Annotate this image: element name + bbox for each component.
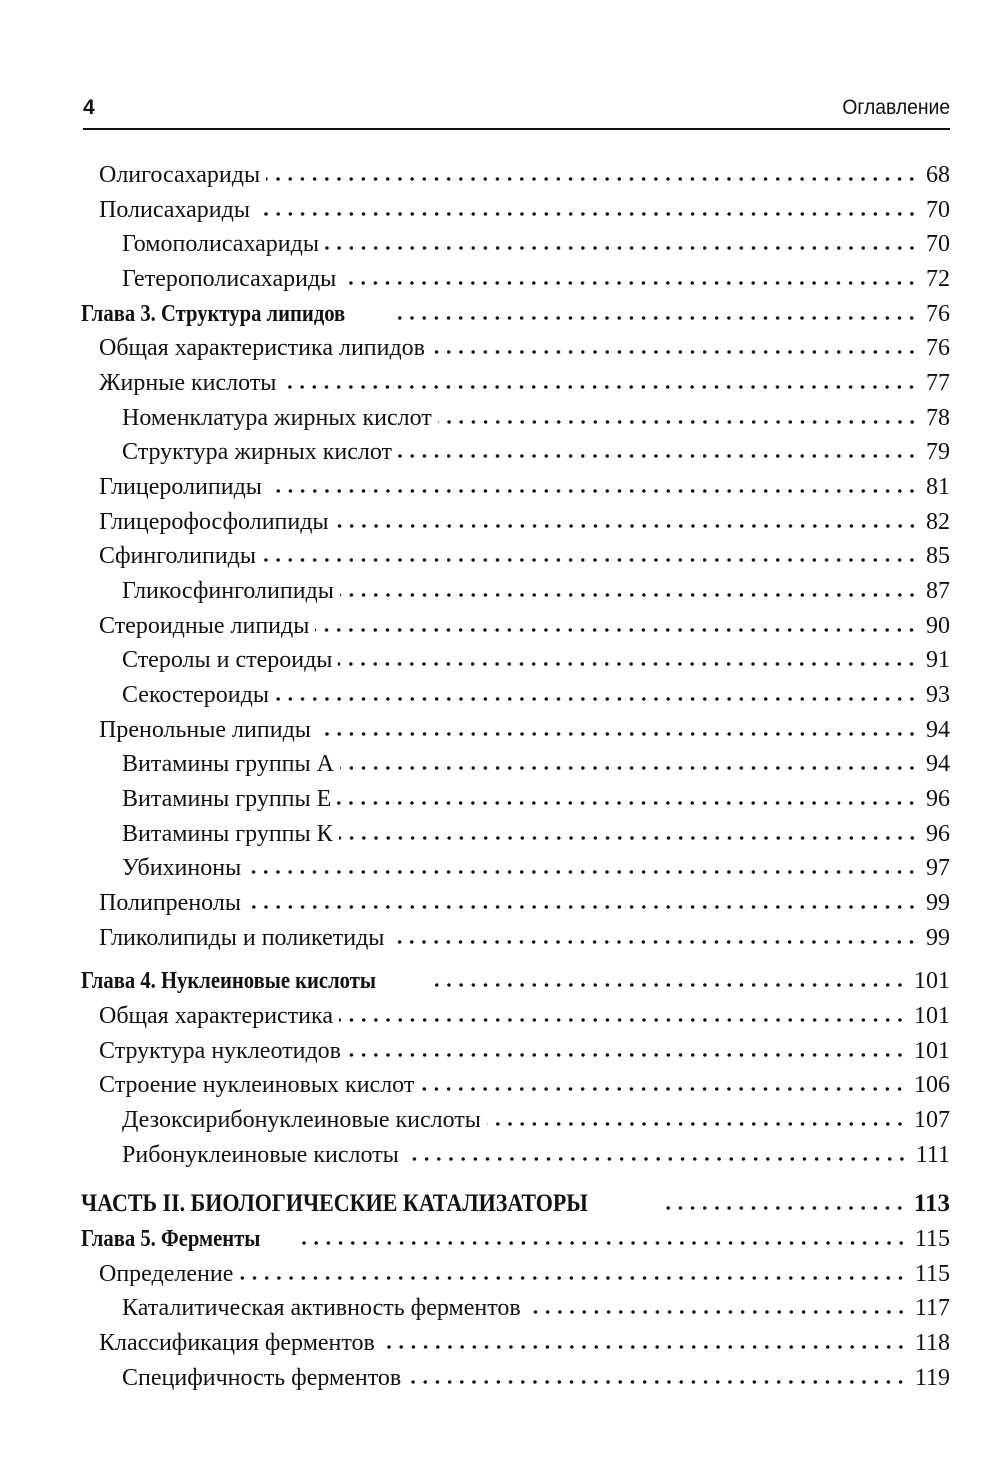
toc-entry-title: Рибонуклеиновые кислоты (122, 1142, 399, 1168)
toc-entry[interactable] (99, 541, 950, 571)
toc-entry[interactable] (122, 229, 950, 259)
toc-entry[interactable] (99, 472, 950, 502)
toc-entry-page: 99 (926, 890, 950, 916)
toc-entry-title: Глицерофосфолипиды (99, 509, 329, 535)
dot-leader (405, 1157, 908, 1161)
toc-entry[interactable] (122, 576, 950, 606)
toc-entry-title: ЧАСТЬ II. БИОЛОГИЧЕСКИЕ КАТАЛИЗАТОРЫ (81, 1190, 588, 1217)
toc-chapter-heading[interactable] (81, 966, 950, 996)
toc-entry[interactable] (122, 403, 950, 433)
toc-entry-page: 119 (914, 1365, 950, 1391)
dot-leader (398, 454, 918, 458)
toc-entry-title: Стероидные липиды (99, 613, 310, 639)
toc-entry[interactable] (122, 1363, 950, 1393)
toc-entry[interactable] (122, 680, 950, 710)
toc-entry-page: 111 (915, 1142, 950, 1168)
toc-entry[interactable] (122, 784, 950, 814)
dot-leader (527, 1310, 907, 1314)
toc-entry-title: Определение (99, 1261, 234, 1287)
dot-leader (296, 1241, 907, 1245)
dot-leader (430, 983, 906, 987)
toc-part-heading[interactable] (81, 1189, 950, 1219)
toc-entry-title: Секостероиды (122, 682, 269, 708)
dot-leader (315, 628, 918, 632)
dot-leader (339, 836, 918, 840)
toc-chapter-heading[interactable] (81, 1224, 950, 1254)
toc-entry[interactable] (99, 195, 950, 225)
toc-entry[interactable] (99, 1036, 950, 1066)
toc-entry[interactable] (122, 437, 950, 467)
toc-entry-page: 115 (914, 1226, 950, 1252)
toc-entry-page: 96 (926, 821, 950, 847)
dot-leader (247, 905, 918, 909)
toc-entry[interactable] (122, 1293, 950, 1323)
toc-entry-page: 68 (926, 162, 950, 188)
toc-entry[interactable] (122, 264, 950, 294)
toc-entry-page: 96 (926, 786, 950, 812)
toc-entry-page: 70 (926, 197, 950, 223)
toc-entry-page: 77 (926, 370, 950, 396)
toc-entry-title: Специфичность ферментов (122, 1365, 402, 1391)
toc-entry[interactable] (99, 368, 950, 398)
toc-entry-title: Убихиноны (122, 855, 242, 881)
toc-entry-title: Витамины группы Е (122, 786, 332, 812)
dot-leader (266, 177, 918, 181)
dot-leader (335, 524, 918, 528)
toc-entry[interactable] (99, 1001, 950, 1031)
dot-leader (431, 350, 918, 354)
toc-entry-page: 81 (926, 474, 950, 500)
dot-leader (256, 212, 918, 216)
toc-entry[interactable] (122, 1140, 950, 1170)
dot-leader (381, 1345, 907, 1349)
dot-leader (340, 593, 918, 597)
toc-entry-page: 101 (914, 1003, 950, 1029)
running-title: Оглавление (842, 96, 950, 119)
dot-leader (487, 1122, 906, 1126)
toc-entry-page: 97 (926, 855, 950, 881)
toc-entry-page: 82 (926, 509, 950, 535)
toc-entry-title: Витамины группы К (122, 821, 333, 847)
toc-entry-page: 76 (926, 301, 950, 327)
toc-entry[interactable] (99, 507, 950, 537)
dot-leader (420, 1087, 906, 1091)
dot-leader (282, 385, 918, 389)
toc-entry-page: 94 (926, 751, 950, 777)
dot-leader (663, 1206, 906, 1210)
toc-entry-title: Гликолипиды и поликетиды (99, 925, 385, 951)
toc-entry[interactable] (99, 160, 950, 190)
toc-entry-page: 78 (926, 405, 950, 431)
toc-entry-title: Витамины группы А (122, 751, 334, 777)
toc-entry[interactable] (122, 1105, 950, 1135)
dot-leader (325, 246, 918, 250)
toc-entry-page: 79 (926, 439, 950, 465)
toc-entry-title: Общая характеристика (99, 1003, 333, 1029)
toc-entry-title: Стеролы и стероиды (122, 647, 333, 673)
page-number: 4 (83, 96, 95, 119)
toc-chapter-heading[interactable] (81, 299, 950, 329)
dot-leader (317, 732, 918, 736)
dot-leader (394, 316, 918, 320)
toc-entry[interactable] (99, 1328, 950, 1358)
toc-entry[interactable] (99, 1070, 950, 1100)
dot-leader (342, 281, 918, 285)
toc-entry-page: 90 (926, 613, 950, 639)
toc-entry-page: 70 (926, 231, 950, 257)
toc-entry-page: 91 (926, 647, 950, 673)
toc-entry-page: 93 (926, 682, 950, 708)
dot-leader (239, 1276, 907, 1280)
toc-entry-title: Структура нуклеотидов (99, 1038, 342, 1064)
toc-entry[interactable] (122, 853, 950, 883)
dot-leader (338, 662, 918, 666)
dot-leader (347, 1053, 906, 1057)
toc-entry-title: Сфинголипиды (99, 543, 257, 569)
toc-entry-title: Жирные кислоты (99, 370, 277, 396)
toc-entry-title: Полипренолы (99, 890, 241, 916)
toc-entry-title: Строение нуклеиновых кислот (99, 1072, 415, 1098)
toc-entry-page: 101 (914, 968, 950, 994)
toc-entry[interactable] (99, 888, 950, 918)
dot-leader (275, 697, 918, 701)
toc-entry-title: Структура жирных кислот (122, 439, 393, 465)
toc-entry-title: Гетерополисахариды (122, 266, 337, 292)
dot-leader (268, 489, 918, 493)
toc-entry-page: 76 (926, 335, 950, 361)
toc-entry-page: 107 (914, 1107, 950, 1133)
dot-leader (438, 420, 918, 424)
toc-entry[interactable] (99, 715, 950, 745)
toc-entry-page: 113 (913, 1190, 950, 1217)
toc-entry-page: 85 (926, 543, 950, 569)
toc-entry-page: 99 (926, 925, 950, 951)
toc-entry-page: 106 (914, 1072, 950, 1098)
dot-leader (390, 940, 918, 944)
toc-entry-title: Пренольные липиды (99, 717, 311, 743)
toc-entry[interactable] (99, 611, 950, 641)
dot-leader (340, 766, 918, 770)
toc-entry-page: 94 (926, 717, 950, 743)
toc-entry-title: Олигосахариды (99, 162, 261, 188)
toc-entry-page: 115 (914, 1261, 950, 1287)
dot-leader (407, 1380, 907, 1384)
toc-entry[interactable] (99, 333, 950, 363)
toc-entry[interactable] (99, 1259, 950, 1289)
dot-leader (337, 801, 918, 805)
toc-entry-page: 87 (926, 578, 950, 604)
toc-entry-title: Каталитическая активность ферментов (122, 1295, 521, 1321)
toc-entry[interactable] (122, 819, 950, 849)
toc-entry-title: Глава 5. Ферменты (81, 1226, 261, 1252)
toc-entry-title: Глицеролипиды (99, 474, 262, 500)
toc-entry-title: Номенклатура жирных кислот (122, 405, 432, 431)
toc-entry-title: Полисахариды (99, 197, 250, 223)
toc-entry-page: 72 (926, 266, 950, 292)
toc-entry-page: 101 (914, 1038, 950, 1064)
toc-entry[interactable] (122, 645, 950, 675)
dot-leader (247, 870, 918, 874)
toc-entry-page: 117 (914, 1295, 950, 1321)
toc-entry-page: 118 (914, 1330, 950, 1356)
toc-entry[interactable] (122, 749, 950, 779)
toc-entry[interactable] (99, 923, 950, 953)
toc-entry-title: Гомополисахариды (122, 231, 319, 257)
toc-entry-title: Дезоксирибонуклеиновые кислоты (122, 1107, 481, 1133)
toc-entry-title: Глава 4. Нуклеиновые кислоты (81, 968, 376, 994)
toc-entry-title: Глава 3. Структура липидов (81, 301, 346, 327)
toc-entry-title: Классификация ферментов (99, 1330, 375, 1356)
toc-entry-title: Гликосфинголипиды (122, 578, 334, 604)
dot-leader (339, 1018, 906, 1022)
toc-entry-title: Общая характеристика липидов (99, 335, 426, 361)
dot-leader (262, 558, 918, 562)
